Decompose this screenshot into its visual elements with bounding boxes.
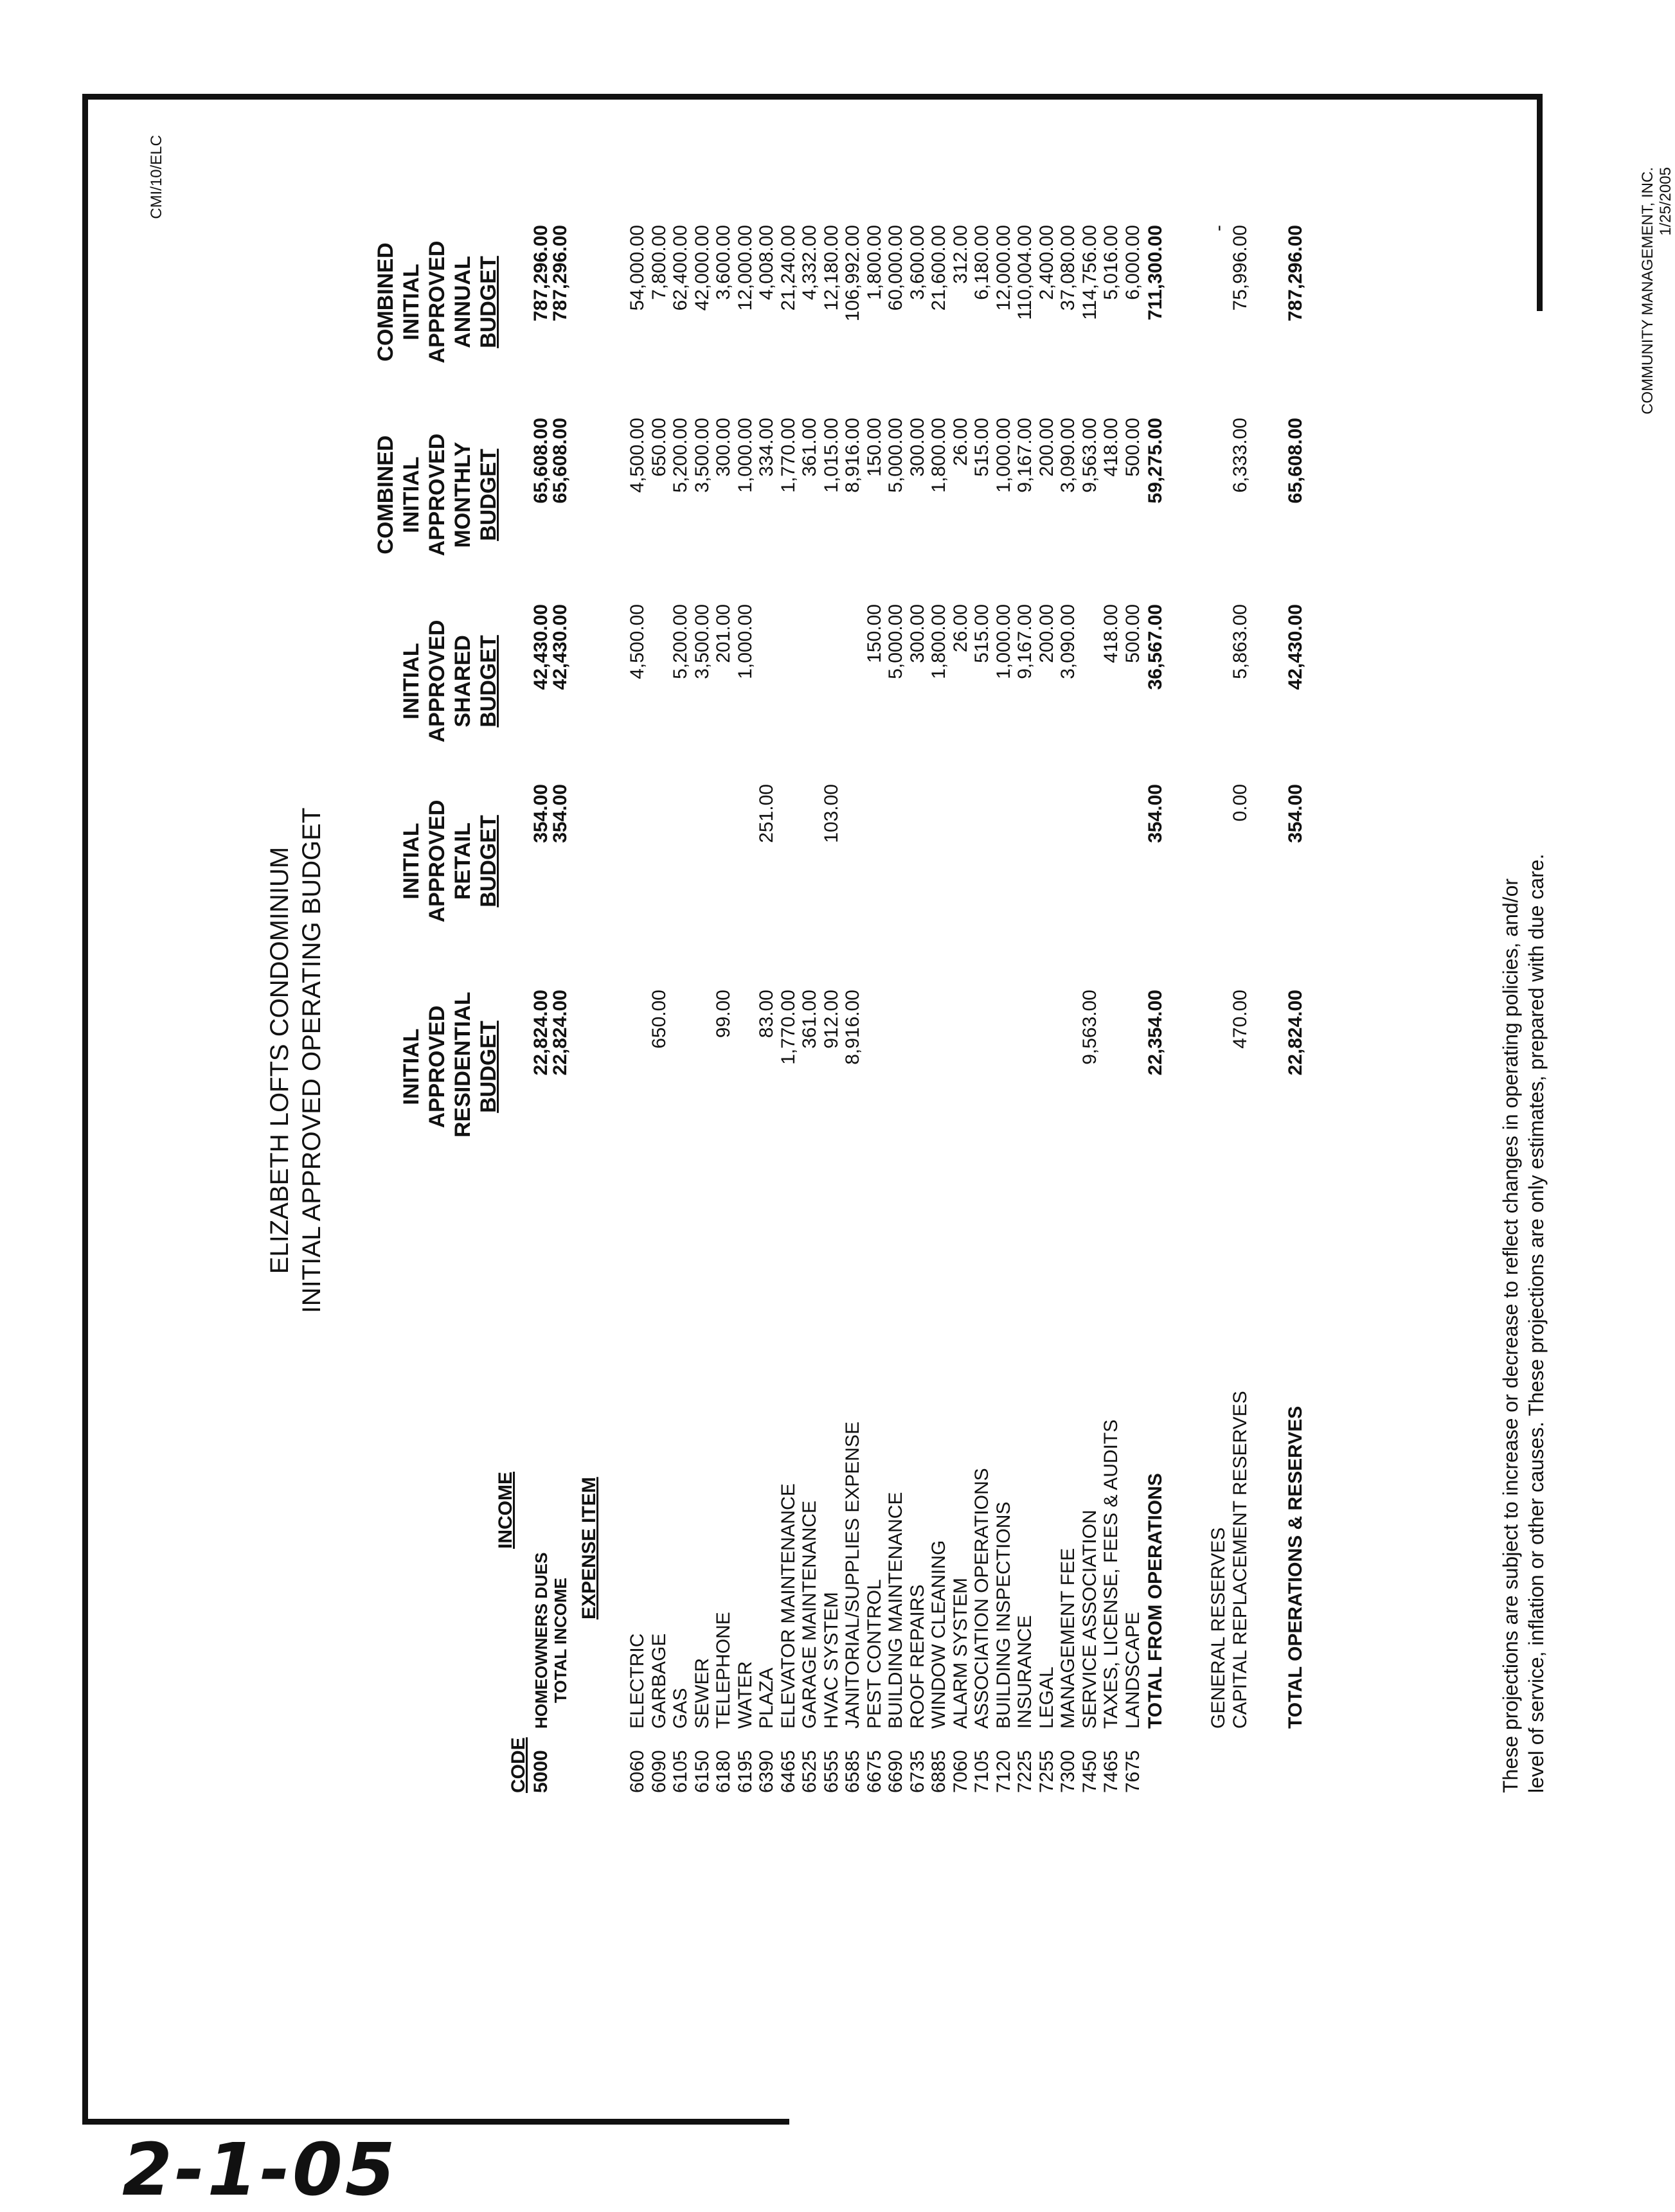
- row-value: 711,300.00: [1145, 225, 1166, 321]
- column-header-line: BUDGET: [476, 449, 501, 541]
- reference-code: CMI/10/ELC: [148, 135, 165, 219]
- row-code: 6735: [906, 1750, 928, 1793]
- row-value: 75,996.00: [1230, 225, 1251, 311]
- row-value: 65,608.00: [530, 418, 551, 504]
- column-header: [399, 611, 501, 752]
- column-header-line: APPROVED: [425, 1005, 449, 1128]
- row-label: ELEVATOR MAINTENANCE: [777, 1483, 799, 1729]
- row-value: 515.00: [971, 604, 992, 663]
- row-value: -: [1208, 225, 1229, 231]
- row-code: 7105: [971, 1750, 992, 1793]
- row-label: HOMEOWNERS DUES: [532, 1552, 551, 1729]
- page-border-top: [82, 94, 1541, 100]
- disclaimer-line-2: level of service, inflation or other causes. These projections are only estimates, prepared with due care.: [1525, 853, 1548, 1793]
- column-header-line: APPROVED: [425, 240, 449, 364]
- row-label: ELECTRIC: [627, 1633, 648, 1729]
- row-value: 300.00: [906, 604, 928, 663]
- row-value: 110,004.00: [1014, 225, 1035, 320]
- row-code: 7120: [992, 1750, 1014, 1793]
- row-value: 9,167.00: [1014, 604, 1035, 679]
- row-value: 500.00: [1122, 604, 1143, 663]
- row-value: 12,000.00: [734, 225, 756, 311]
- row-value: 5,000.00: [885, 604, 906, 679]
- column-header-line: SHARED: [451, 635, 475, 727]
- row-value: 8,916.00: [842, 418, 863, 493]
- column-header-line: INITIAL: [399, 823, 424, 900]
- row-label: TOTAL FROM OPERATIONS: [1145, 1473, 1166, 1729]
- row-value: 1,000.00: [992, 604, 1014, 679]
- row-value: 4,500.00: [627, 418, 648, 493]
- row-value: 3,090.00: [1057, 604, 1079, 679]
- row-code: 6885: [928, 1750, 949, 1793]
- row-value: 6,333.00: [1230, 418, 1251, 493]
- row-value: 114,756.00: [1079, 225, 1100, 320]
- row-value: 650.00: [648, 990, 670, 1049]
- row-label: GARBAGE: [648, 1633, 670, 1729]
- row-value: 5,000.00: [885, 418, 906, 493]
- row-value: 3,500.00: [691, 418, 713, 493]
- row-value: 0.00: [1230, 784, 1251, 822]
- row-value: 1,000.00: [734, 418, 756, 493]
- row-value: 6,000.00: [1122, 225, 1143, 300]
- column-header-line: ANNUAL: [451, 256, 475, 348]
- column-header-line: BUDGET: [476, 815, 501, 907]
- row-label: INSURANCE: [1014, 1615, 1035, 1729]
- row-value: 470.00: [1230, 990, 1251, 1049]
- disclaimer-note: [1498, 854, 1549, 1794]
- column-header-line: BUDGET: [476, 635, 501, 727]
- row-value: 334.00: [756, 418, 777, 477]
- row-value: 650.00: [648, 418, 670, 477]
- row-code: 6465: [777, 1750, 799, 1793]
- column-header-line: APPROVED: [425, 620, 449, 743]
- row-value: 500.00: [1122, 418, 1143, 477]
- row-value: 418.00: [1100, 604, 1122, 663]
- document-date: 1/25/2005: [1657, 167, 1674, 236]
- row-value: 26.00: [949, 604, 971, 653]
- row-value: 99.00: [713, 990, 734, 1039]
- column-header-line: APPROVED: [425, 433, 449, 557]
- row-label: TOTAL OPERATIONS & RESERVES: [1285, 1405, 1306, 1729]
- row-value: 1,800.00: [928, 604, 949, 679]
- column-header-line: BUDGET: [476, 1021, 501, 1113]
- row-label: CAPITAL REPLACEMENT RESERVES: [1230, 1391, 1251, 1729]
- page-border-left: [82, 94, 88, 2125]
- row-value: 1,000.00: [734, 604, 756, 679]
- column-header-line: RESIDENTIAL: [451, 992, 475, 1137]
- row-value: 21,600.00: [928, 225, 949, 311]
- row-value: 354.00: [1145, 784, 1166, 843]
- row-value: 42,430.00: [1285, 604, 1306, 690]
- row-value: 12,000.00: [992, 225, 1014, 311]
- row-value: 5,016.00: [1100, 225, 1122, 300]
- row-value: 912.00: [820, 990, 842, 1049]
- row-value: 787,296.00: [530, 225, 551, 322]
- row-value: 300.00: [906, 418, 928, 477]
- row-value: 36,567.00: [1145, 604, 1166, 690]
- row-code: 7300: [1057, 1750, 1079, 1793]
- row-value: 22,824.00: [550, 990, 571, 1076]
- row-label: PEST CONTROL: [863, 1579, 885, 1729]
- income-header: INCOME: [495, 1472, 516, 1549]
- column-header-line: INITIAL: [399, 1028, 424, 1105]
- row-value: 201.00: [713, 604, 734, 663]
- row-value: 59,275.00: [1145, 418, 1166, 504]
- row-label: TELEPHONE: [713, 1612, 734, 1729]
- row-value: 787,296.00: [1285, 225, 1306, 322]
- row-value: 22,824.00: [530, 990, 551, 1076]
- row-code: 6525: [799, 1750, 820, 1793]
- row-value: 60,000.00: [885, 225, 906, 311]
- page-border-right: [1537, 94, 1543, 311]
- row-label: GENERAL RESERVES: [1208, 1527, 1229, 1729]
- row-value: 150.00: [863, 418, 885, 477]
- page-border-bottom: [82, 2119, 789, 2125]
- row-code: 7450: [1079, 1750, 1100, 1793]
- row-value: 312.00: [949, 225, 971, 284]
- row-label: JANITORIAL/SUPPLIES EXPENSE: [842, 1422, 863, 1729]
- column-header-line: COMBINED: [373, 435, 398, 555]
- disclaimer-line-1: These projections are subject to increase or decrease to reflect changes in operating policies, and/or: [1499, 878, 1522, 1793]
- row-value: 2,400.00: [1035, 225, 1057, 300]
- handwritten-date: 2-1-05: [122, 2128, 398, 2212]
- row-value: 12,180.00: [820, 225, 842, 311]
- row-value: 1,015.00: [820, 418, 842, 493]
- row-label: WATER: [734, 1661, 756, 1729]
- row-value: 515.00: [971, 418, 992, 477]
- row-value: 62,400.00: [670, 225, 691, 311]
- row-value: 83.00: [756, 990, 777, 1039]
- row-value: 3,600.00: [713, 225, 734, 300]
- row-label: LANDSCAPE: [1122, 1612, 1143, 1729]
- row-label: HVAC SYSTEM: [820, 1592, 842, 1729]
- row-value: 4,008.00: [756, 225, 777, 300]
- row-value: 787,296.00: [550, 225, 571, 322]
- row-code: 6390: [756, 1750, 777, 1793]
- row-value: 7,800.00: [648, 225, 670, 300]
- row-code: 6180: [713, 1750, 734, 1793]
- code-header: CODE: [508, 1737, 529, 1793]
- row-label: GAS: [670, 1688, 691, 1729]
- row-value: 54,000.00: [627, 225, 648, 311]
- column-header: [399, 992, 501, 1137]
- row-value: 4,500.00: [627, 604, 648, 679]
- row-code: 6195: [734, 1750, 756, 1793]
- row-value: 9,563.00: [1079, 418, 1100, 493]
- row-value: 65,608.00: [1285, 418, 1306, 504]
- row-value: 1,000.00: [992, 418, 1014, 493]
- company-name: COMMUNITY MANAGEMENT, INC.: [1639, 167, 1656, 415]
- row-value: 5,200.00: [670, 418, 691, 493]
- row-value: 1,770.00: [777, 418, 799, 493]
- row-value: 354.00: [1285, 784, 1306, 843]
- company-footer: [1639, 167, 1675, 553]
- row-value: 251.00: [756, 784, 777, 843]
- column-header-line: COMBINED: [373, 242, 398, 362]
- row-label: TAXES, LICENSE, FEES & AUDITS: [1100, 1419, 1122, 1729]
- budget-sheet: [148, 129, 1674, 1992]
- column-header: [373, 424, 501, 566]
- row-value: 106,992.00: [842, 225, 863, 322]
- row-value: 418.00: [1100, 418, 1122, 477]
- row-value: 3,090.00: [1057, 418, 1079, 493]
- row-value: 8,916.00: [842, 990, 863, 1065]
- title-line-2: INITIAL APPROVED OPERATING BUDGET: [298, 807, 326, 1314]
- row-code: 6690: [885, 1750, 906, 1793]
- row-value: 9,563.00: [1079, 990, 1100, 1065]
- row-value: 354.00: [550, 784, 571, 843]
- row-label: BUILDING INSPECTIONS: [992, 1501, 1014, 1729]
- row-label: LEGAL: [1035, 1666, 1057, 1729]
- row-value: 4,332.00: [799, 225, 820, 300]
- column-header-line: INITIAL: [399, 643, 424, 720]
- row-value: 22,824.00: [1285, 990, 1306, 1076]
- row-value: 300.00: [713, 418, 734, 477]
- row-label: ASSOCIATION OPERATIONS: [971, 1468, 992, 1729]
- column-header-line: INITIAL: [399, 456, 424, 533]
- row-label: TOTAL INCOME: [551, 1578, 570, 1703]
- row-value: 150.00: [863, 604, 885, 663]
- row-value: 42,430.00: [550, 604, 571, 690]
- row-code: 7465: [1100, 1750, 1122, 1793]
- row-code: 7225: [1014, 1750, 1035, 1793]
- column-header-line: INITIAL: [399, 263, 424, 341]
- column-header-line: MONTHLY: [451, 442, 475, 548]
- row-code: 6060: [627, 1750, 648, 1793]
- row-code: 6555: [820, 1750, 842, 1793]
- row-label: WINDOW CLEANING: [928, 1540, 949, 1729]
- title-line-1: ELIZABETH LOFTS CONDOMINIUM: [265, 846, 294, 1274]
- column-header-line: RETAIL: [451, 822, 475, 900]
- row-value: 103.00: [820, 784, 842, 843]
- row-value: 361.00: [799, 418, 820, 477]
- row-value: 6,180.00: [971, 225, 992, 300]
- document-title: [264, 129, 328, 1992]
- row-code: 6150: [691, 1750, 713, 1793]
- row-value: 1,800.00: [928, 418, 949, 493]
- row-value: 3,600.00: [906, 225, 928, 300]
- row-value: 9,167.00: [1014, 418, 1035, 493]
- row-value: 1,800.00: [863, 225, 885, 300]
- row-label: GARAGE MAINTENANCE: [799, 1500, 820, 1729]
- row-value: 200.00: [1035, 418, 1057, 477]
- row-label: SEWER: [691, 1657, 713, 1729]
- column-header-line: APPROVED: [425, 799, 449, 923]
- row-value: 42,000.00: [691, 225, 713, 311]
- row-value: 354.00: [530, 784, 551, 843]
- row-code: 7060: [949, 1750, 971, 1793]
- row-value: 5,863.00: [1230, 604, 1251, 679]
- row-value: 42,430.00: [530, 604, 551, 690]
- row-value: 37,080.00: [1057, 225, 1079, 311]
- row-label: ALARM SYSTEM: [949, 1577, 971, 1729]
- row-label: BUILDING MAINTENANCE: [885, 1492, 906, 1729]
- row-label: SERVICE ASSOCIATION: [1079, 1510, 1100, 1729]
- row-code: 6090: [648, 1750, 670, 1793]
- row-code: 7675: [1122, 1750, 1143, 1793]
- column-header-line: BUDGET: [476, 256, 501, 348]
- row-value: 65,608.00: [550, 418, 571, 504]
- row-code: 6585: [842, 1750, 863, 1793]
- row-value: 3,500.00: [691, 604, 713, 679]
- expense-header: EXPENSE ITEM: [578, 1477, 600, 1619]
- row-value: 1,770.00: [777, 990, 799, 1065]
- row-value: 361.00: [799, 990, 820, 1049]
- row-code: 5000: [530, 1750, 551, 1793]
- column-header: [399, 790, 501, 932]
- row-code: 6105: [670, 1750, 691, 1793]
- row-value: 5,200.00: [670, 604, 691, 679]
- row-label: PLAZA: [756, 1667, 777, 1729]
- row-code: 7255: [1035, 1750, 1057, 1793]
- row-value: 200.00: [1035, 604, 1057, 663]
- row-value: 22,354.00: [1145, 990, 1166, 1076]
- row-label: ROOF REPAIRS: [906, 1584, 928, 1729]
- row-value: 21,240.00: [777, 225, 799, 311]
- row-value: 26.00: [949, 418, 971, 467]
- column-header: [373, 231, 501, 373]
- row-label: MANAGEMENT FEE: [1057, 1548, 1079, 1729]
- row-code: 6675: [863, 1750, 885, 1793]
